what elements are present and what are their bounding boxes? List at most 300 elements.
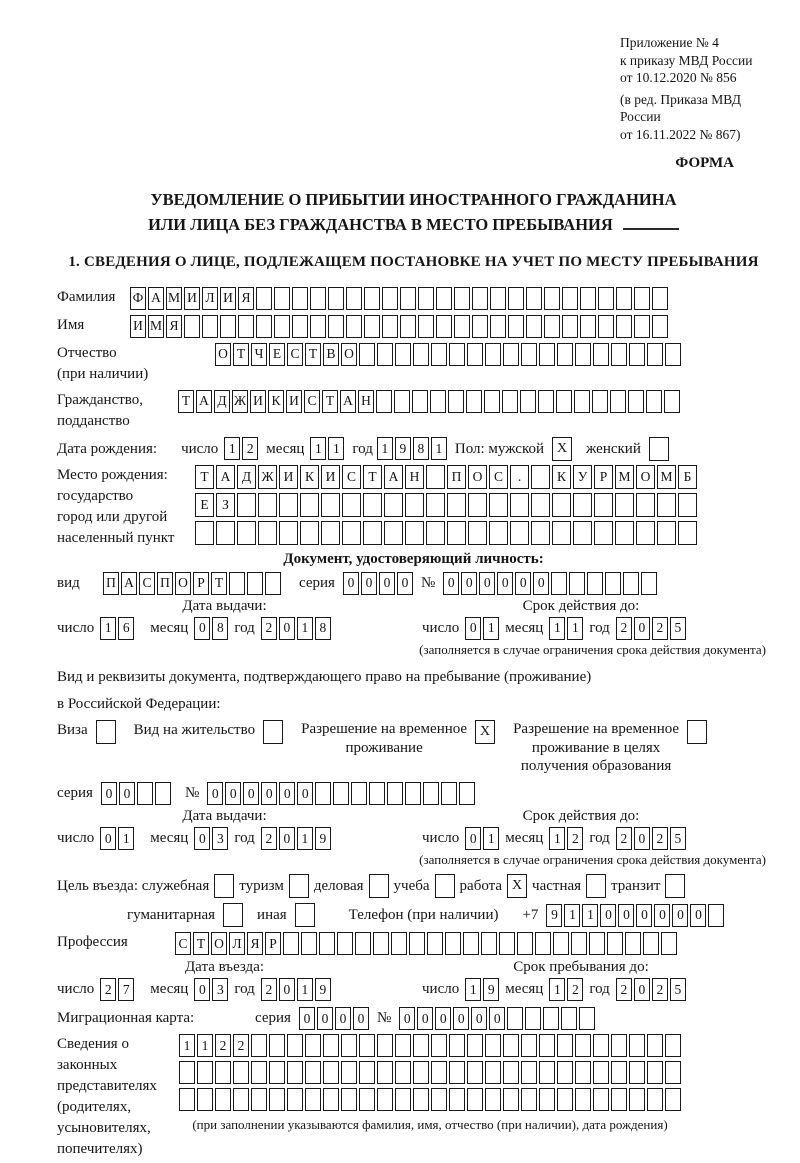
- char-box[interactable]: [657, 521, 676, 545]
- char-box[interactable]: 1: [224, 437, 240, 460]
- char-box[interactable]: 9: [315, 827, 331, 850]
- char-box[interactable]: 2: [567, 978, 583, 1001]
- char-box[interactable]: [359, 343, 375, 366]
- char-box[interactable]: Т: [305, 343, 321, 366]
- char-box[interactable]: [544, 287, 560, 310]
- char-box[interactable]: 0: [489, 1007, 505, 1030]
- char-box[interactable]: [251, 1034, 267, 1057]
- char-box[interactable]: [310, 287, 326, 310]
- char-box[interactable]: [413, 1034, 429, 1057]
- char-box[interactable]: А: [216, 465, 235, 489]
- char-box[interactable]: 5: [670, 978, 686, 1001]
- purpose-official-checkbox[interactable]: [214, 874, 234, 898]
- char-box[interactable]: 8: [413, 437, 429, 460]
- char-box[interactable]: 2: [616, 827, 632, 850]
- char-box[interactable]: [490, 315, 506, 338]
- purpose-transit-checkbox[interactable]: [665, 874, 685, 898]
- char-box[interactable]: [490, 287, 506, 310]
- char-box[interactable]: 0: [465, 827, 481, 850]
- char-box[interactable]: [215, 1061, 231, 1084]
- char-box[interactable]: 2: [261, 827, 277, 850]
- char-box[interactable]: [426, 465, 445, 489]
- char-box[interactable]: [708, 904, 724, 927]
- char-box[interactable]: [405, 521, 424, 545]
- char-box[interactable]: [467, 1034, 483, 1057]
- char-box[interactable]: [521, 1034, 537, 1057]
- char-box[interactable]: [265, 572, 281, 595]
- char-box[interactable]: 1: [297, 617, 313, 640]
- char-box[interactable]: 0: [100, 827, 116, 850]
- char-box[interactable]: С: [342, 465, 361, 489]
- char-box[interactable]: [258, 493, 277, 517]
- char-box[interactable]: [557, 1088, 573, 1111]
- char-box[interactable]: [557, 343, 573, 366]
- char-box[interactable]: [605, 572, 621, 595]
- char-box[interactable]: [364, 287, 380, 310]
- char-box[interactable]: [573, 493, 592, 517]
- char-box[interactable]: [197, 1061, 213, 1084]
- char-box[interactable]: [647, 343, 663, 366]
- char-box[interactable]: [551, 572, 567, 595]
- char-box[interactable]: [431, 343, 447, 366]
- char-box[interactable]: [520, 390, 536, 413]
- char-box[interactable]: [629, 1061, 645, 1084]
- char-box[interactable]: [571, 932, 587, 955]
- char-box[interactable]: [364, 315, 380, 338]
- char-box[interactable]: [652, 287, 668, 310]
- char-box[interactable]: [481, 932, 497, 955]
- char-box[interactable]: [611, 1088, 627, 1111]
- char-box[interactable]: 0: [453, 1007, 469, 1030]
- char-box[interactable]: 0: [343, 572, 359, 595]
- char-box[interactable]: [202, 315, 218, 338]
- char-box[interactable]: В: [323, 343, 339, 366]
- char-box[interactable]: [636, 493, 655, 517]
- char-box[interactable]: Е: [195, 493, 214, 517]
- char-box[interactable]: [233, 1061, 249, 1084]
- char-box[interactable]: Ж: [232, 390, 248, 413]
- char-box[interactable]: 0: [279, 827, 295, 850]
- char-box[interactable]: О: [215, 343, 231, 366]
- char-box[interactable]: [556, 390, 572, 413]
- char-box[interactable]: К: [268, 390, 284, 413]
- char-box[interactable]: Я: [247, 932, 263, 955]
- purpose-private-checkbox[interactable]: [586, 874, 606, 898]
- char-box[interactable]: [405, 493, 424, 517]
- char-box[interactable]: [376, 390, 392, 413]
- char-box[interactable]: [468, 521, 487, 545]
- char-box[interactable]: [611, 1061, 627, 1084]
- char-box[interactable]: [634, 315, 650, 338]
- char-box[interactable]: [521, 1061, 537, 1084]
- char-box[interactable]: [287, 1034, 303, 1057]
- char-box[interactable]: [400, 315, 416, 338]
- char-box[interactable]: Я: [238, 287, 254, 310]
- char-box[interactable]: 8: [212, 617, 228, 640]
- char-box[interactable]: [575, 343, 591, 366]
- char-box[interactable]: [573, 521, 592, 545]
- char-box[interactable]: [499, 932, 515, 955]
- char-box[interactable]: 0: [225, 782, 241, 805]
- char-box[interactable]: [641, 572, 657, 595]
- char-box[interactable]: [413, 1088, 429, 1111]
- char-box[interactable]: С: [139, 572, 155, 595]
- char-box[interactable]: [643, 932, 659, 955]
- char-box[interactable]: [449, 343, 465, 366]
- char-box[interactable]: [562, 287, 578, 310]
- char-box[interactable]: [184, 315, 200, 338]
- char-box[interactable]: [237, 521, 256, 545]
- char-box[interactable]: О: [636, 465, 655, 489]
- char-box[interactable]: [413, 1061, 429, 1084]
- char-box[interactable]: [195, 521, 214, 545]
- char-box[interactable]: [616, 287, 632, 310]
- char-box[interactable]: 0: [533, 572, 549, 595]
- char-box[interactable]: [323, 1061, 339, 1084]
- char-box[interactable]: [229, 572, 245, 595]
- char-box[interactable]: 0: [361, 572, 377, 595]
- char-box[interactable]: И: [184, 287, 200, 310]
- char-box[interactable]: 1: [567, 617, 583, 640]
- char-box[interactable]: [593, 1088, 609, 1111]
- char-box[interactable]: А: [340, 390, 356, 413]
- char-box[interactable]: [279, 521, 298, 545]
- char-box[interactable]: Р: [193, 572, 209, 595]
- female-checkbox[interactable]: [649, 437, 669, 461]
- char-box[interactable]: Е: [269, 343, 285, 366]
- char-box[interactable]: [562, 315, 578, 338]
- char-box[interactable]: Ф: [130, 287, 146, 310]
- char-box[interactable]: 1: [549, 978, 565, 1001]
- char-box[interactable]: П: [103, 572, 119, 595]
- char-box[interactable]: 1: [197, 1034, 213, 1057]
- char-box[interactable]: 1: [564, 904, 580, 927]
- char-box[interactable]: 0: [654, 904, 670, 927]
- char-box[interactable]: [634, 287, 650, 310]
- char-box[interactable]: 0: [690, 904, 706, 927]
- char-box[interactable]: [274, 287, 290, 310]
- temp-residence-edu-checkbox[interactable]: [687, 720, 707, 744]
- char-box[interactable]: 0: [497, 572, 513, 595]
- char-box[interactable]: У: [573, 465, 592, 489]
- char-box[interactable]: [594, 521, 613, 545]
- char-box[interactable]: 0: [397, 572, 413, 595]
- char-box[interactable]: 0: [279, 978, 295, 1001]
- char-box[interactable]: [629, 1088, 645, 1111]
- char-box[interactable]: [179, 1061, 195, 1084]
- char-box[interactable]: [394, 390, 410, 413]
- char-box[interactable]: [521, 1088, 537, 1111]
- char-box[interactable]: Т: [322, 390, 338, 413]
- char-box[interactable]: [447, 521, 466, 545]
- char-box[interactable]: [359, 1088, 375, 1111]
- char-box[interactable]: [561, 1007, 577, 1030]
- char-box[interactable]: 2: [652, 827, 668, 850]
- char-box[interactable]: [363, 521, 382, 545]
- purpose-tourism-checkbox[interactable]: [289, 874, 309, 898]
- char-box[interactable]: [616, 315, 632, 338]
- char-box[interactable]: [342, 493, 361, 517]
- char-box[interactable]: 0: [243, 782, 259, 805]
- char-box[interactable]: 2: [215, 1034, 231, 1057]
- char-box[interactable]: 2: [242, 437, 258, 460]
- char-box[interactable]: 0: [279, 782, 295, 805]
- char-box[interactable]: Ч: [251, 343, 267, 366]
- char-box[interactable]: [507, 1007, 523, 1030]
- char-box[interactable]: [652, 315, 668, 338]
- char-box[interactable]: 0: [417, 1007, 433, 1030]
- char-box[interactable]: [503, 1061, 519, 1084]
- char-box[interactable]: [449, 1088, 465, 1111]
- char-box[interactable]: [384, 521, 403, 545]
- char-box[interactable]: 9: [546, 904, 562, 927]
- char-box[interactable]: Н: [358, 390, 374, 413]
- char-box[interactable]: [310, 315, 326, 338]
- char-box[interactable]: [426, 493, 445, 517]
- char-box[interactable]: 0: [317, 1007, 333, 1030]
- char-box[interactable]: [418, 287, 434, 310]
- char-box[interactable]: [333, 782, 349, 805]
- char-box[interactable]: М: [148, 315, 164, 338]
- char-box[interactable]: [574, 390, 590, 413]
- char-box[interactable]: 0: [353, 1007, 369, 1030]
- char-box[interactable]: [445, 932, 461, 955]
- char-box[interactable]: [489, 493, 508, 517]
- char-box[interactable]: 0: [465, 617, 481, 640]
- char-box[interactable]: [647, 1088, 663, 1111]
- char-box[interactable]: [539, 1061, 555, 1084]
- char-box[interactable]: 1: [483, 827, 499, 850]
- char-box[interactable]: [557, 1034, 573, 1057]
- char-box[interactable]: 0: [600, 904, 616, 927]
- char-box[interactable]: 6: [118, 617, 134, 640]
- char-box[interactable]: [615, 493, 634, 517]
- char-box[interactable]: [328, 287, 344, 310]
- char-box[interactable]: [274, 315, 290, 338]
- char-box[interactable]: [557, 1061, 573, 1084]
- char-box[interactable]: 2: [261, 617, 277, 640]
- char-box[interactable]: Т: [193, 932, 209, 955]
- char-box[interactable]: [636, 521, 655, 545]
- char-box[interactable]: [391, 932, 407, 955]
- char-box[interactable]: [400, 287, 416, 310]
- char-box[interactable]: [678, 493, 697, 517]
- char-box[interactable]: [472, 315, 488, 338]
- char-box[interactable]: [287, 1061, 303, 1084]
- char-box[interactable]: [449, 1034, 465, 1057]
- char-box[interactable]: [431, 1034, 447, 1057]
- char-box[interactable]: [485, 1088, 501, 1111]
- char-box[interactable]: 1: [310, 437, 326, 460]
- char-box[interactable]: [321, 521, 340, 545]
- char-box[interactable]: [258, 521, 277, 545]
- char-box[interactable]: [678, 521, 697, 545]
- char-box[interactable]: [382, 287, 398, 310]
- char-box[interactable]: [384, 493, 403, 517]
- char-box[interactable]: А: [384, 465, 403, 489]
- char-box[interactable]: 2: [652, 617, 668, 640]
- char-box[interactable]: 1: [328, 437, 344, 460]
- char-box[interactable]: [346, 287, 362, 310]
- char-box[interactable]: [607, 932, 623, 955]
- char-box[interactable]: 0: [399, 1007, 415, 1030]
- char-box[interactable]: [569, 572, 585, 595]
- char-box[interactable]: [503, 1088, 519, 1111]
- char-box[interactable]: [341, 1034, 357, 1057]
- char-box[interactable]: М: [615, 465, 634, 489]
- char-box[interactable]: [454, 315, 470, 338]
- male-checkbox[interactable]: X: [552, 437, 572, 461]
- char-box[interactable]: [580, 287, 596, 310]
- char-box[interactable]: [531, 521, 550, 545]
- char-box[interactable]: 0: [194, 617, 210, 640]
- char-box[interactable]: А: [196, 390, 212, 413]
- char-box[interactable]: [459, 782, 475, 805]
- char-box[interactable]: Т: [211, 572, 227, 595]
- char-box[interactable]: [323, 1088, 339, 1111]
- char-box[interactable]: 2: [233, 1034, 249, 1057]
- char-box[interactable]: [526, 287, 542, 310]
- char-box[interactable]: [363, 493, 382, 517]
- char-box[interactable]: М: [657, 465, 676, 489]
- char-box[interactable]: И: [321, 465, 340, 489]
- char-box[interactable]: [301, 932, 317, 955]
- char-box[interactable]: [436, 315, 452, 338]
- residence-permit-checkbox[interactable]: [263, 720, 283, 744]
- char-box[interactable]: [373, 932, 389, 955]
- char-box[interactable]: [553, 932, 569, 955]
- char-box[interactable]: [447, 493, 466, 517]
- char-box[interactable]: 0: [299, 1007, 315, 1030]
- char-box[interactable]: 2: [261, 978, 277, 1001]
- char-box[interactable]: [598, 315, 614, 338]
- char-box[interactable]: 0: [634, 827, 650, 850]
- char-box[interactable]: [305, 1088, 321, 1111]
- char-box[interactable]: 0: [279, 617, 295, 640]
- char-box[interactable]: 0: [101, 782, 117, 805]
- char-box[interactable]: 0: [207, 782, 223, 805]
- char-box[interactable]: [341, 1061, 357, 1084]
- char-box[interactable]: О: [468, 465, 487, 489]
- char-box[interactable]: [485, 1034, 501, 1057]
- char-box[interactable]: [467, 1088, 483, 1111]
- char-box[interactable]: [615, 521, 634, 545]
- char-box[interactable]: [283, 932, 299, 955]
- char-box[interactable]: [647, 1061, 663, 1084]
- char-box[interactable]: [552, 521, 571, 545]
- char-box[interactable]: И: [250, 390, 266, 413]
- char-box[interactable]: 0: [515, 572, 531, 595]
- char-box[interactable]: 5: [670, 827, 686, 850]
- char-box[interactable]: [665, 1034, 681, 1057]
- char-box[interactable]: 0: [634, 978, 650, 1001]
- char-box[interactable]: [665, 1088, 681, 1111]
- char-box[interactable]: [279, 493, 298, 517]
- char-box[interactable]: 0: [672, 904, 688, 927]
- char-box[interactable]: Л: [202, 287, 218, 310]
- char-box[interactable]: [346, 315, 362, 338]
- char-box[interactable]: 8: [315, 617, 331, 640]
- char-box[interactable]: [646, 390, 662, 413]
- char-box[interactable]: [319, 932, 335, 955]
- char-box[interactable]: 0: [194, 827, 210, 850]
- char-box[interactable]: [539, 1088, 555, 1111]
- char-box[interactable]: А: [148, 287, 164, 310]
- char-box[interactable]: [441, 782, 457, 805]
- char-box[interactable]: [359, 1061, 375, 1084]
- char-box[interactable]: [436, 287, 452, 310]
- char-box[interactable]: 1: [118, 827, 134, 850]
- char-box[interactable]: [628, 390, 644, 413]
- char-box[interactable]: Ж: [258, 465, 277, 489]
- char-box[interactable]: 0: [479, 572, 495, 595]
- char-box[interactable]: [395, 1061, 411, 1084]
- char-box[interactable]: [418, 315, 434, 338]
- char-box[interactable]: 1: [465, 978, 481, 1001]
- char-box[interactable]: [377, 1061, 393, 1084]
- char-box[interactable]: 1: [297, 827, 313, 850]
- char-box[interactable]: [387, 782, 403, 805]
- char-box[interactable]: О: [175, 572, 191, 595]
- char-box[interactable]: [629, 1034, 645, 1057]
- char-box[interactable]: [292, 287, 308, 310]
- char-box[interactable]: [589, 932, 605, 955]
- char-box[interactable]: [593, 343, 609, 366]
- char-box[interactable]: С: [489, 465, 508, 489]
- char-box[interactable]: 0: [618, 904, 634, 927]
- char-box[interactable]: [355, 932, 371, 955]
- char-box[interactable]: [233, 1088, 249, 1111]
- purpose-work-checkbox[interactable]: X: [507, 874, 527, 898]
- char-box[interactable]: Р: [265, 932, 281, 955]
- char-box[interactable]: 1: [582, 904, 598, 927]
- char-box[interactable]: Д: [237, 465, 256, 489]
- char-box[interactable]: И: [130, 315, 146, 338]
- char-box[interactable]: 2: [616, 617, 632, 640]
- char-box[interactable]: 0: [471, 1007, 487, 1030]
- char-box[interactable]: [503, 1034, 519, 1057]
- char-box[interactable]: [315, 782, 331, 805]
- char-box[interactable]: Р: [594, 465, 613, 489]
- char-box[interactable]: 7: [118, 978, 134, 1001]
- char-box[interactable]: [369, 782, 385, 805]
- char-box[interactable]: [467, 343, 483, 366]
- char-box[interactable]: [382, 315, 398, 338]
- char-box[interactable]: З: [216, 493, 235, 517]
- char-box[interactable]: [179, 1088, 195, 1111]
- char-box[interactable]: [448, 390, 464, 413]
- char-box[interactable]: [359, 1034, 375, 1057]
- char-box[interactable]: [300, 493, 319, 517]
- char-box[interactable]: [538, 390, 554, 413]
- char-box[interactable]: [377, 1088, 393, 1111]
- char-box[interactable]: [377, 343, 393, 366]
- temp-residence-checkbox[interactable]: X: [475, 720, 495, 744]
- char-box[interactable]: [531, 493, 550, 517]
- char-box[interactable]: [657, 493, 676, 517]
- char-box[interactable]: [405, 782, 421, 805]
- char-box[interactable]: [412, 390, 428, 413]
- char-box[interactable]: [409, 932, 425, 955]
- char-box[interactable]: [427, 932, 443, 955]
- char-box[interactable]: 1: [431, 437, 447, 460]
- char-box[interactable]: [287, 1088, 303, 1111]
- char-box[interactable]: [647, 1034, 663, 1057]
- char-box[interactable]: [503, 343, 519, 366]
- char-box[interactable]: Н: [405, 465, 424, 489]
- char-box[interactable]: [579, 1007, 595, 1030]
- char-box[interactable]: [510, 521, 529, 545]
